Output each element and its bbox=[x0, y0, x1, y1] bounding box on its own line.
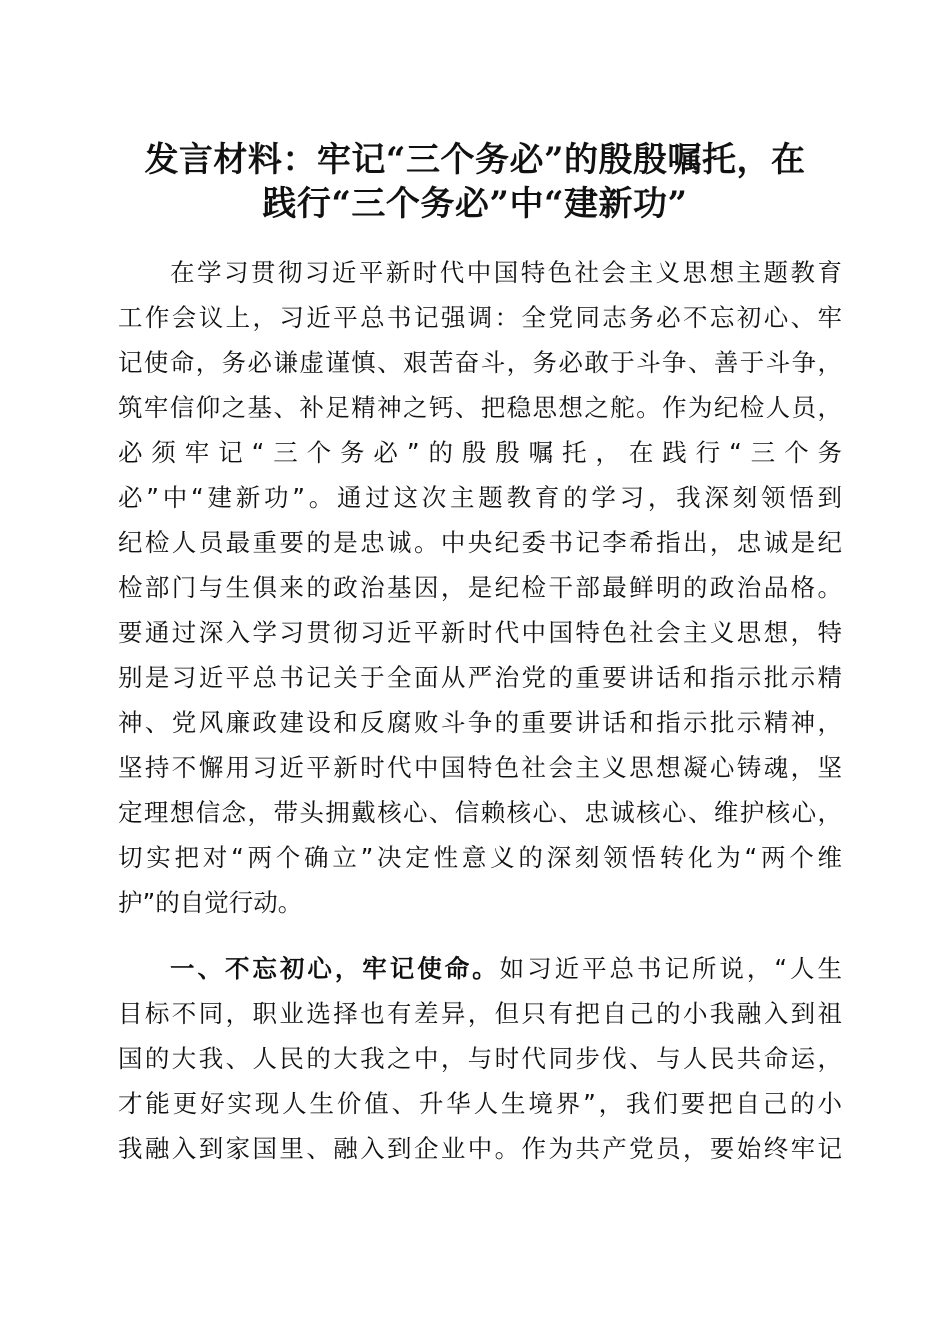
paragraph-line: 筑牢信仰之基、补足精神之钙、把稳思想之舵。作为纪检人员， bbox=[118, 393, 842, 422]
paragraph-line: 才能更好实现人生价值、升华人生境界”，我们要把自己的小 bbox=[118, 1089, 842, 1118]
paragraph-line: 坚持不懈用习近平新时代中国特色社会主义思想凝心铸魂，坚 bbox=[118, 753, 842, 782]
paragraph-2 bbox=[118, 946, 842, 1171]
section-heading: 一、不忘初心，牢记使命。 bbox=[170, 954, 500, 983]
paragraph-line: 定理想信念，带头拥戴核心、信赖核心、忠诚核心、维护核心， bbox=[118, 798, 842, 827]
title-line-2: 践行“三个务必”中“建新功” bbox=[262, 184, 688, 224]
paragraph-line: 要通过深入学习贯彻习近平新时代中国特色社会主义思想，特 bbox=[118, 618, 842, 647]
paragraph-line: 别是习近平总书记关于全面从严治党的重要讲话和指示批示精 bbox=[118, 663, 842, 692]
paragraph-line: 检部门与生俱来的政治基因，是纪检干部最鲜明的政治品格。 bbox=[118, 573, 842, 602]
paragraph-line: 记使命，务必谦虚谨慎、艰苦奋斗，务必敢于斗争、善于斗争， bbox=[118, 348, 842, 377]
paragraph-line: 目标不同，职业选择也有差异，但只有把自己的小我融入到祖 bbox=[118, 999, 842, 1028]
paragraph-line bbox=[118, 946, 842, 991]
title-line-1: 发言材料：牢记“三个务必”的殷殷嘱托，在 bbox=[144, 140, 806, 180]
paragraph-line: 护”的自觉行动。 bbox=[118, 888, 303, 917]
paragraph-line: 工作会议上，习近平总书记强调：全党同志务必不忘初心、牢 bbox=[118, 303, 842, 332]
paragraph-line: 必”中“建新功”。通过这次主题教育的学习，我深刻领悟到 bbox=[118, 483, 842, 512]
paragraph-line: 国的大我、人民的大我之中，与时代同步伐、与人民共命运， bbox=[118, 1044, 842, 1073]
paragraph-line: 纪检人员最重要的是忠诚。中央纪委书记李希指出，忠诚是纪 bbox=[118, 528, 842, 557]
document-title bbox=[110, 138, 840, 226]
paragraph-line: 在学习贯彻习近平新时代中国特色社会主义思想主题教育 bbox=[170, 258, 842, 287]
paragraph-line: 必须牢记“三个务必”的殷殷嘱托，在践行“三个务 bbox=[118, 438, 842, 467]
paragraph-line: 切实把对“两个确立”决定性意义的深刻领悟转化为“两个维 bbox=[118, 843, 842, 872]
paragraph-line-rest: 如习近平总书记所说，“人生 bbox=[499, 954, 842, 983]
paragraph-line: 我融入到家国里、融入到企业中。作为共产党员，要始终牢记 bbox=[118, 1134, 842, 1163]
paragraph-1 bbox=[118, 250, 842, 925]
paragraph-line: 神、党风廉政建设和反腐败斗争的重要讲话和指示批示精神， bbox=[118, 708, 842, 737]
